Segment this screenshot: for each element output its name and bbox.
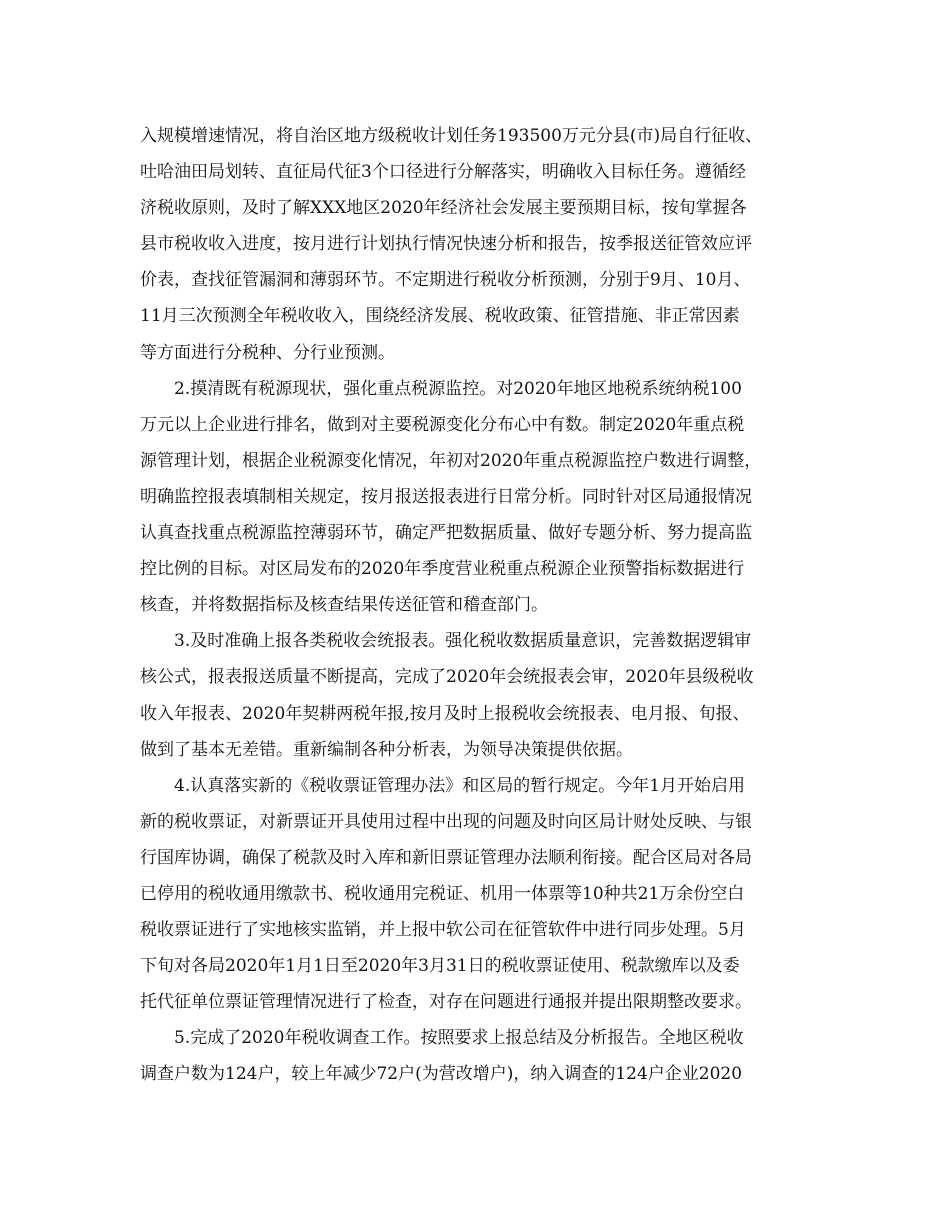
paragraph-first-line: 2.摸清既有税源现状，强化重点税源监控。对2020年地区地税系统纳税100 [174,378,742,399]
text-line: 调查户数为124户，较上年减少72户(为营改增户)，纳入调查的124户企业2020 [140,1064,743,1085]
text-line: 价表，查找征管漏洞和薄弱环节。不定期进行税收分析预测，分别于9月、10月、 [140,270,751,291]
text-line: 核公式，报表报送质量不断提高，完成了2020年会统报表会审，2020年县级税收 [140,667,754,688]
document-body [140,118,812,1093]
text-line: 万元以上企业进行排名，做到对主要税源变化分布心中有数。制定2020年重点税 [140,414,745,435]
paragraph-first-line: 5.完成了2020年税收调查工作。按照要求上报总结及分析报告。全地区税收 [174,1028,744,1049]
text-line: 托代征单位票证管理情况进行了检查，对存在问题进行通报并提出限期整改要求。 [140,992,752,1013]
text-line: 控比例的目标。对区局发布的2020年季度营业税重点税源企业预警指标数据进行 [140,559,745,580]
text-line: 明确监控报表填制相关规定，按月报送报表进行日常分析。同时针对区局通报情况 [140,486,752,507]
paragraph-first-line: 4.认真落实新的《税收票证管理办法》和区局的暂行规定。今年1月开始启用 [174,775,746,796]
text-line: 收入年报表、2020年契耕两税年报,按月及时上报税收会统报表、电月报、旬报、 [140,703,750,724]
text-line: 济税收原则，及时了解XXX地区2020年经济社会发展主要预期目标，按旬掌握各 [140,198,747,219]
text-line: 下旬对各局2020年1月1日至2020年3月31日的税收票证使用、税款缴库以及委 [140,956,740,977]
text-line: 入规模增速情况，将自治区地方级税收计划任务193500万元分县(市)局自行征收、 [140,126,763,146]
text-line: 吐哈油田局划转、直征局代征3个口径进行分解落实，明确收入目标任务。遵循经 [140,162,746,183]
text-line: 县市税收收入进度，按月进行计划执行情况快速分析和报告，按季报送征管效应评 [140,234,752,255]
text-line: 核查，并将数据指标及核查结果传送征管和稽查部门。 [140,595,548,616]
text-line: 行国库协调，确保了税款及时入库和新旧票证管理办法顺利衔接。配合区局对各局 [140,847,752,868]
text-line: 11月三次预测全年税收收入，围绕经济发展、税收政策、征管措施、非正常因素 [140,306,740,327]
text-line: 源管理计划，根据企业税源变化情况，年初对2020年重点税源监控户数进行调整， [140,450,762,471]
text-line: 新的税收票证，对新票证开具使用过程中出现的问题及时向区局计财处反映、与银 [140,811,752,832]
text-line: 税收票证进行了实地核实监销，并上报中软公司在征管软件中进行同步处理。5月 [140,920,746,941]
text-line: 做到了基本无差错。重新编制各种分析表，为领导决策提供依据。 [140,739,633,760]
text-line: 认真查找重点税源监控薄弱环节，确定严把数据质量、做好专题分析、努力提高监 [140,523,752,544]
paragraph-first-line: 3.及时准确上报各类税收会统报表。强化税收数据质量意识，完善数据逻辑审 [174,631,752,652]
text-line: 等方面进行分税种、分行业预测。 [140,342,395,363]
text-line: 已停用的税收通用缴款书、税收通用完税证、机用一体票等10种共21万余份空白 [140,883,745,904]
